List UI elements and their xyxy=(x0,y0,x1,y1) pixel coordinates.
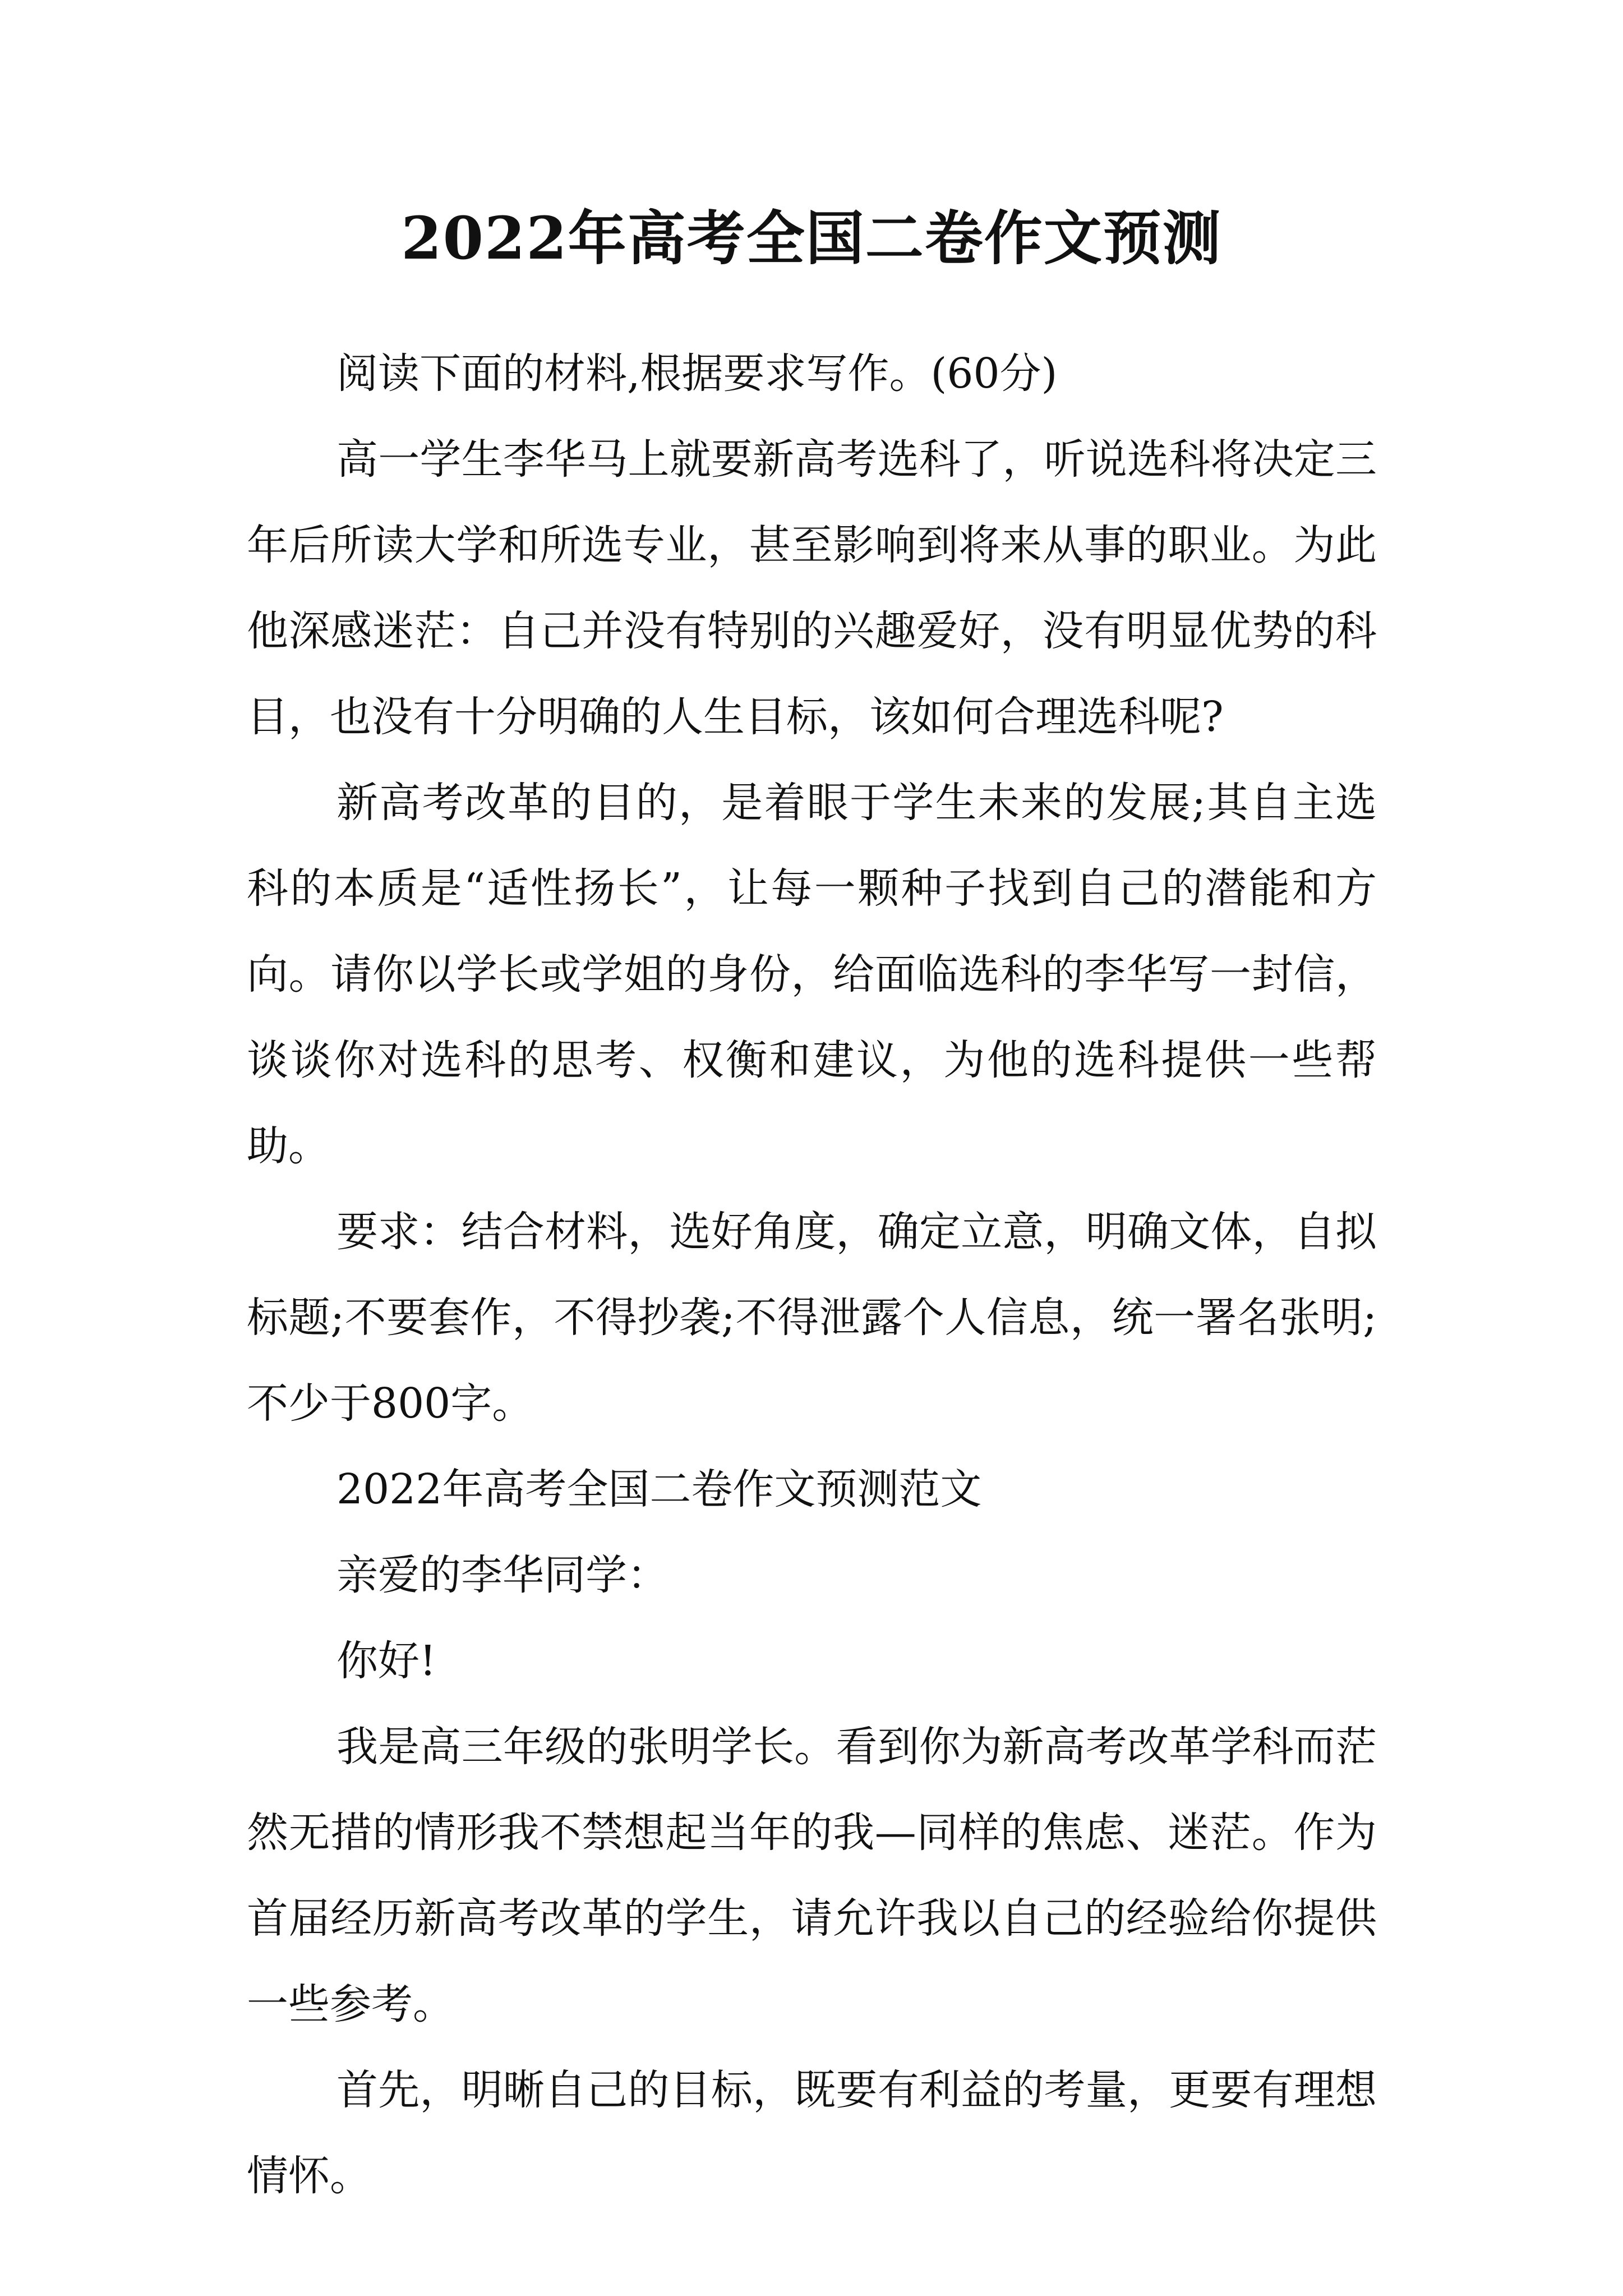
prompt-material-paragraph: 高一学生李华马上就要新高考选科了，听说选科将决定三年后所读大学和所选专业，甚至影响到将来从事的职业。为此他深感迷茫：自己并没有特别的兴趣爱好，没有明显优势的科目，也没有十分明确的人生目标，该如何合理选科呢? xyxy=(247,435,1377,741)
letter-salutation: 亲爱的李华同学： xyxy=(336,1551,668,1599)
prompt-requirements: 要求：结合材料，选好角度，确定立意，明确文体，自拟标题;不要套作，不得抄袭;不得泄露个人信息，统一署名张明;不少于800字。 xyxy=(247,1208,1377,1428)
letter-greeting: 你好! xyxy=(336,1637,436,1685)
letter-paragraph: 首先，明晰自己的目标，既要有利益的考量，更要有理想情怀。 xyxy=(247,2066,1377,2200)
prompt-task-paragraph: 新高考改革的目的，是着眼于学生未来的发展;其自主选科的本质是“适性扬长”，让每一颗种子找到自己的潜能和方向。请你以学长或学姐的身份，给面临选科的李华写一封信，谈谈你对选科的思考、权衡和建议，为他的选科提供一些帮助。 xyxy=(247,779,1377,1170)
sample-essay-heading: 2022年高考全国二卷作文预测范文 xyxy=(336,1465,982,1513)
document-title: 2022年高考全国二卷作文预测 xyxy=(401,204,1222,273)
document-body xyxy=(247,331,1377,2219)
prompt-instruction: 阅读下面的材料,根据要求写作。(60分) xyxy=(336,349,1058,398)
letter-paragraph: 我是高三年级的张明学长。看到你为新高考改革学科而茫然无措的情形我不禁想起当年的我—同样的焦虑、迷茫。作为首届经历新高考改革的学生，请允许我以自己的经验给你提供一些参考。 xyxy=(247,1723,1377,2028)
